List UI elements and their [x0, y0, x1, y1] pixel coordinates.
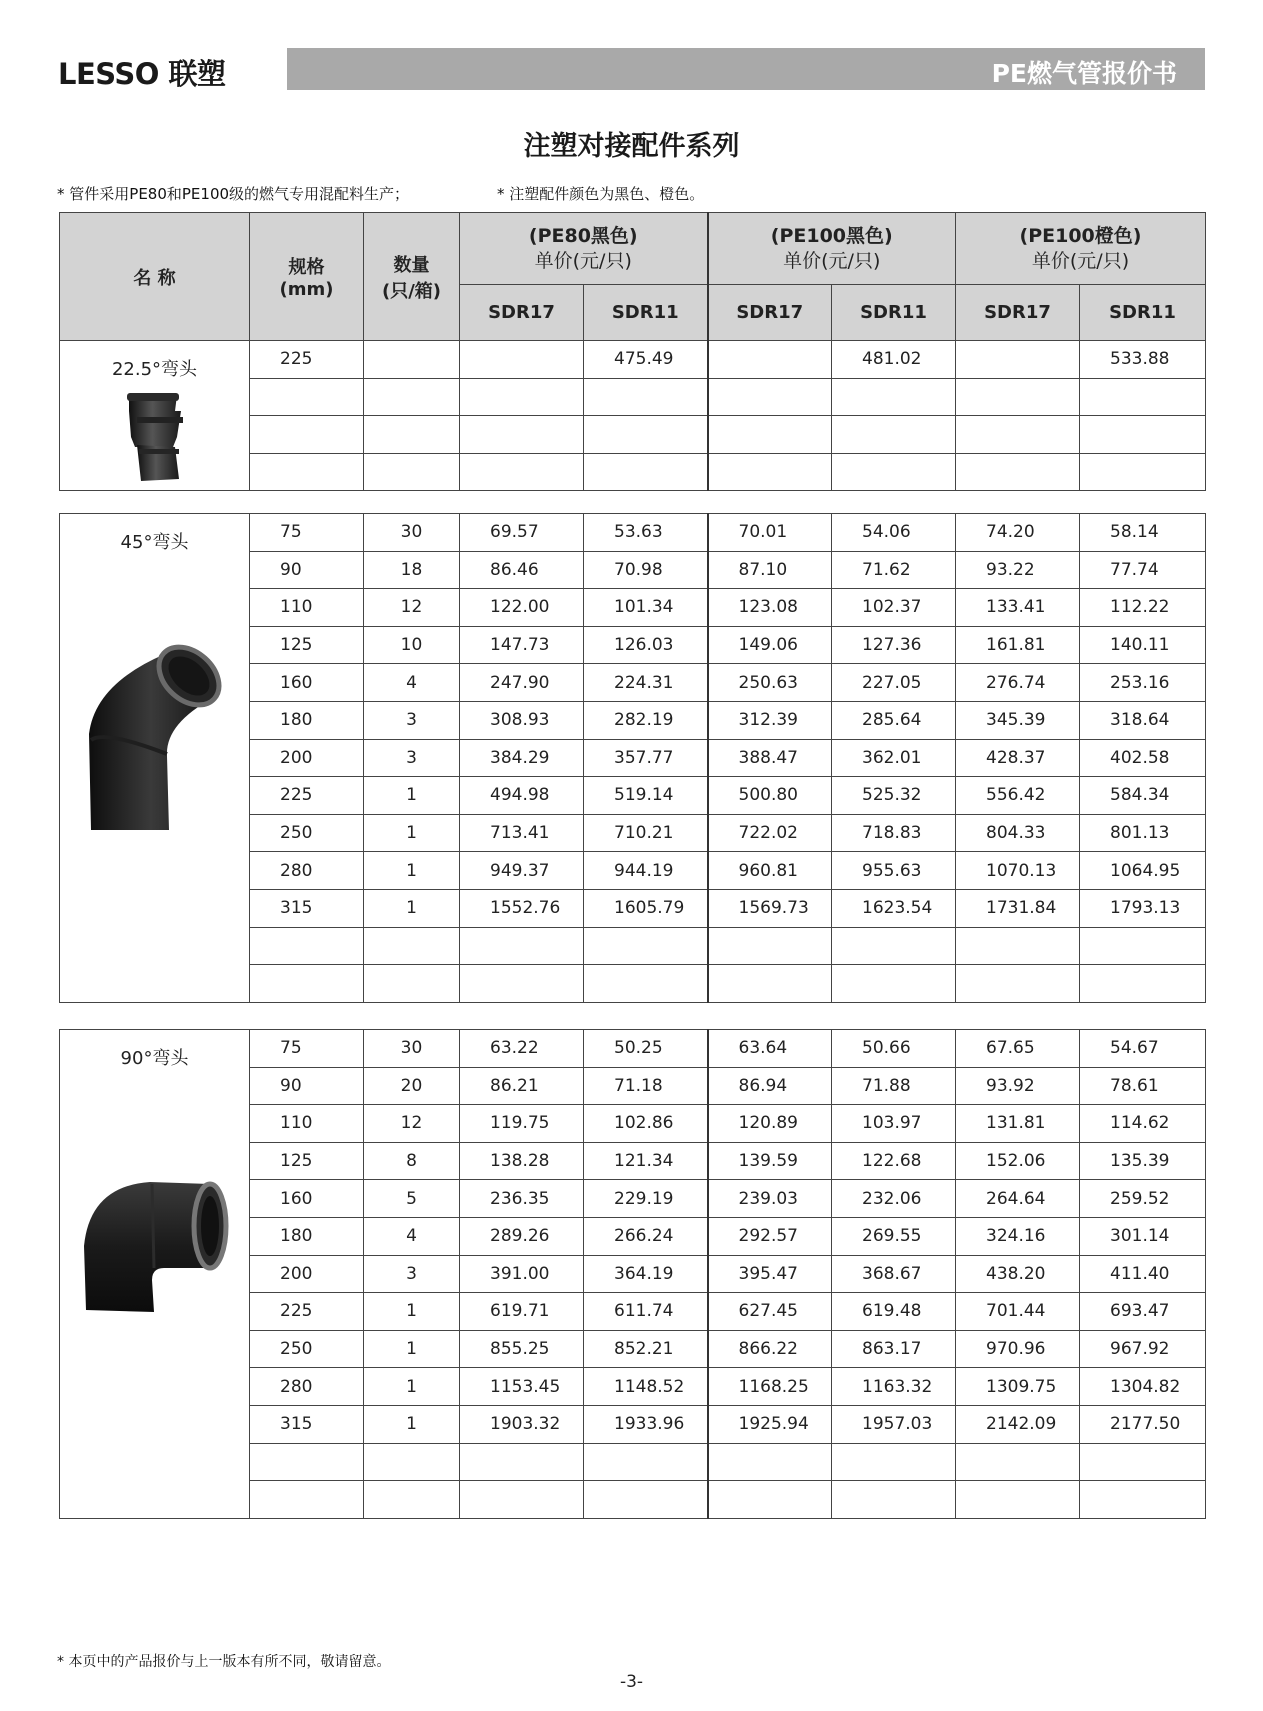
price-cell: [832, 965, 956, 1003]
price-cell: 345.39: [956, 701, 1080, 739]
qty-cell: 5: [364, 1180, 460, 1218]
price-cell: 855.25: [460, 1330, 584, 1368]
price-cell: 135.39: [1080, 1142, 1206, 1180]
price-cell: 866.22: [708, 1330, 832, 1368]
price-cell: 285.64: [832, 701, 956, 739]
price-cell: 78.61: [1080, 1067, 1206, 1105]
price-cell: 253.16: [1080, 664, 1206, 702]
header-group-pe80-black: [460, 213, 708, 285]
qty-cell: [364, 965, 460, 1003]
spec-cell: 160: [250, 664, 364, 702]
spec-cell: 315: [250, 1405, 364, 1443]
price-cell: [956, 1443, 1080, 1481]
price-cell: 54.06: [832, 514, 956, 552]
price-cell: [956, 416, 1080, 454]
price-cell: 140.11: [1080, 626, 1206, 664]
page-title: 注塑对接配件系列: [523, 131, 740, 162]
price-cell: [1080, 1481, 1206, 1519]
price-cell: [708, 1481, 832, 1519]
price-cell: 693.47: [1080, 1293, 1206, 1331]
price-cell: 103.97: [832, 1105, 956, 1143]
header-sdr: SDR17: [708, 285, 832, 341]
header-group-pe100-orange: [956, 213, 1206, 285]
elbow-45-photo: [85, 644, 225, 834]
price-cell: 266.24: [584, 1217, 708, 1255]
price-cell: 123.08: [708, 589, 832, 627]
header-group-unit: 单价(元/只): [783, 249, 881, 272]
spec-cell: 110: [250, 1105, 364, 1143]
price-cell: 269.55: [832, 1217, 956, 1255]
price-cell: 368.67: [832, 1255, 956, 1293]
header-spec-unit: (mm): [279, 279, 334, 300]
elbow-22-5-photo: [115, 387, 195, 485]
price-cell: 1623.54: [832, 889, 956, 927]
product-name-cell: [60, 341, 250, 491]
price-cell: [460, 453, 584, 491]
price-cell: 126.03: [584, 626, 708, 664]
price-cell: 395.47: [708, 1255, 832, 1293]
product-name-cell: [60, 514, 250, 1003]
qty-cell: 3: [364, 701, 460, 739]
price-cell: 63.22: [460, 1030, 584, 1068]
spec-cell: 315: [250, 889, 364, 927]
price-cell: 312.39: [708, 701, 832, 739]
spec-cell: [250, 1443, 364, 1481]
price-cell: 438.20: [956, 1255, 1080, 1293]
price-cell: [460, 927, 584, 965]
price-cell: 70.98: [584, 551, 708, 589]
price-cell: 1153.45: [460, 1368, 584, 1406]
price-cell: [956, 341, 1080, 379]
header-spec: [250, 213, 364, 341]
spec-cell: 125: [250, 1142, 364, 1180]
price-cell: 1605.79: [584, 889, 708, 927]
price-cell: 236.35: [460, 1180, 584, 1218]
price-cell: 362.01: [832, 739, 956, 777]
price-cell: 250.63: [708, 664, 832, 702]
qty-cell: 4: [364, 664, 460, 702]
qty-cell: 1: [364, 1293, 460, 1331]
spec-cell: 75: [250, 1030, 364, 1068]
spec-cell: 250: [250, 814, 364, 852]
header-sdr: SDR11: [584, 285, 708, 341]
price-cell: 122.00: [460, 589, 584, 627]
price-cell: 2142.09: [956, 1405, 1080, 1443]
price-cell: 119.75: [460, 1105, 584, 1143]
qty-cell: [364, 453, 460, 491]
spec-cell: 280: [250, 1368, 364, 1406]
price-cell: 1168.25: [708, 1368, 832, 1406]
price-cell: 1064.95: [1080, 852, 1206, 890]
page-number: -3-: [619, 1672, 644, 1692]
qty-cell: [364, 341, 460, 379]
price-cell: 1957.03: [832, 1405, 956, 1443]
price-cell: 63.64: [708, 1030, 832, 1068]
price-cell: [832, 927, 956, 965]
qty-cell: [364, 378, 460, 416]
table-row: [60, 514, 1206, 552]
price-cell: 138.28: [460, 1142, 584, 1180]
qty-cell: 1: [364, 1405, 460, 1443]
header-group-grade: (PE100橙色): [1019, 224, 1142, 247]
price-cell: [832, 1443, 956, 1481]
price-cell: 120.89: [708, 1105, 832, 1143]
price-cell: [1080, 378, 1206, 416]
price-cell: 970.96: [956, 1330, 1080, 1368]
qty-cell: 4: [364, 1217, 460, 1255]
qty-cell: [364, 416, 460, 454]
price-cell: [956, 1481, 1080, 1519]
price-cell: 1304.82: [1080, 1368, 1206, 1406]
price-cell: 1163.32: [832, 1368, 956, 1406]
price-cell: 50.25: [584, 1030, 708, 1068]
header-group-unit: 单价(元/只): [1031, 249, 1130, 272]
price-cell: 1070.13: [956, 852, 1080, 890]
header-sdr: SDR11: [1080, 285, 1206, 341]
price-cell: 131.81: [956, 1105, 1080, 1143]
price-cell: [584, 378, 708, 416]
price-cell: 960.81: [708, 852, 832, 890]
qty-cell: [364, 927, 460, 965]
price-cell: 428.37: [956, 739, 1080, 777]
price-cell: [1080, 927, 1206, 965]
product-name: 90°弯头: [120, 1048, 189, 1069]
price-cell: [832, 1481, 956, 1519]
price-cell: 1933.96: [584, 1405, 708, 1443]
price-cell: 701.44: [956, 1293, 1080, 1331]
price-cell: 584.34: [1080, 777, 1206, 815]
price-cell: [460, 416, 584, 454]
price-cell: 1552.76: [460, 889, 584, 927]
price-cell: 519.14: [584, 777, 708, 815]
price-cell: 224.31: [584, 664, 708, 702]
price-cell: [708, 965, 832, 1003]
qty-cell: 10: [364, 626, 460, 664]
price-cell: 71.18: [584, 1067, 708, 1105]
price-cell: [584, 965, 708, 1003]
qty-cell: 1: [364, 814, 460, 852]
header-qty-unit: (只/箱): [381, 280, 442, 302]
product-name: 22.5°弯头: [111, 359, 198, 380]
price-cell: 232.06: [832, 1180, 956, 1218]
price-cell: 292.57: [708, 1217, 832, 1255]
price-cell: 282.19: [584, 701, 708, 739]
price-cell: 1793.13: [1080, 889, 1206, 927]
table-row: [60, 341, 1206, 379]
spec-cell: 125: [250, 626, 364, 664]
price-cell: 50.66: [832, 1030, 956, 1068]
spec-cell: [250, 1481, 364, 1519]
price-cell: 411.40: [1080, 1255, 1206, 1293]
header-spec-label: 规格: [288, 257, 325, 278]
qty-cell: 1: [364, 889, 460, 927]
price-cell: 133.41: [956, 589, 1080, 627]
footnote: * 本页中的产品报价与上一版本有所不同，敬请留意。: [57, 1654, 391, 1670]
price-cell: 147.73: [460, 626, 584, 664]
price-cell: 402.58: [1080, 739, 1206, 777]
note-material: * 管件采用PE80和PE100级的燃气专用混配料生产；: [57, 185, 410, 203]
spec-cell: 225: [250, 341, 364, 379]
price-cell: [584, 416, 708, 454]
price-cell: 86.21: [460, 1067, 584, 1105]
price-cell: 86.46: [460, 551, 584, 589]
price-cell: 86.94: [708, 1067, 832, 1105]
lesso-logo: LESSO 联塑: [58, 57, 226, 91]
price-cell: [460, 965, 584, 1003]
price-cell: 71.62: [832, 551, 956, 589]
price-cell: [956, 927, 1080, 965]
spec-cell: [250, 378, 364, 416]
price-cell: 852.21: [584, 1330, 708, 1368]
price-cell: [1080, 1443, 1206, 1481]
header-name: 名 称: [60, 213, 250, 341]
spec-cell: 110: [250, 589, 364, 627]
price-cell: 54.67: [1080, 1030, 1206, 1068]
price-cell: 619.71: [460, 1293, 584, 1331]
header-group-pe100-black: [708, 213, 956, 285]
price-cell: 239.03: [708, 1180, 832, 1218]
price-cell: 475.49: [584, 341, 708, 379]
price-cell: 101.34: [584, 589, 708, 627]
price-table-45: [59, 513, 1206, 1003]
price-cell: 863.17: [832, 1330, 956, 1368]
price-cell: 500.80: [708, 777, 832, 815]
spec-cell: 90: [250, 551, 364, 589]
price-cell: [956, 453, 1080, 491]
price-cell: 391.00: [460, 1255, 584, 1293]
spec-cell: [250, 927, 364, 965]
price-cell: 388.47: [708, 739, 832, 777]
price-cell: 1569.73: [708, 889, 832, 927]
price-cell: 525.32: [832, 777, 956, 815]
price-cell: 152.06: [956, 1142, 1080, 1180]
qty-cell: [364, 1443, 460, 1481]
price-cell: 161.81: [956, 626, 1080, 664]
price-cell: 93.22: [956, 551, 1080, 589]
product-name: 45°弯头: [120, 532, 189, 553]
header-sdr: SDR17: [460, 285, 584, 341]
qty-cell: 30: [364, 514, 460, 552]
price-table-90: [59, 1029, 1206, 1519]
price-cell: 494.98: [460, 777, 584, 815]
price-cell: 627.45: [708, 1293, 832, 1331]
price-cell: 67.65: [956, 1030, 1080, 1068]
spec-cell: 160: [250, 1180, 364, 1218]
price-cell: 102.37: [832, 589, 956, 627]
spec-cell: 90: [250, 1067, 364, 1105]
qty-cell: 20: [364, 1067, 460, 1105]
qty-cell: 12: [364, 589, 460, 627]
table-row: [60, 1030, 1206, 1068]
price-cell: 69.57: [460, 514, 584, 552]
price-cell: 324.16: [956, 1217, 1080, 1255]
price-cell: 127.36: [832, 626, 956, 664]
price-cell: [1080, 453, 1206, 491]
note-color: * 注塑配件颜色为黑色、橙色。: [497, 185, 705, 203]
price-cell: 944.19: [584, 852, 708, 890]
spec-cell: 200: [250, 739, 364, 777]
document-title: PE燃气管报价书: [991, 59, 1177, 88]
qty-cell: 1: [364, 777, 460, 815]
spec-cell: 225: [250, 1293, 364, 1331]
product-name-cell: [60, 1030, 250, 1519]
price-cell: 364.19: [584, 1255, 708, 1293]
price-cell: [708, 341, 832, 379]
price-cell: [460, 1481, 584, 1519]
header-qty: [364, 213, 460, 341]
price-cell: 58.14: [1080, 514, 1206, 552]
spec-cell: [250, 416, 364, 454]
price-cell: [460, 378, 584, 416]
price-cell: 384.29: [460, 739, 584, 777]
header-sdr: SDR11: [832, 285, 956, 341]
qty-cell: 18: [364, 551, 460, 589]
price-cell: 1925.94: [708, 1405, 832, 1443]
price-cell: 949.37: [460, 852, 584, 890]
price-cell: 53.63: [584, 514, 708, 552]
elbow-90-photo: [80, 1176, 230, 1316]
price-cell: [708, 416, 832, 454]
price-cell: 801.13: [1080, 814, 1206, 852]
price-cell: [708, 378, 832, 416]
qty-cell: 3: [364, 739, 460, 777]
price-cell: 264.64: [956, 1180, 1080, 1218]
spec-cell: 200: [250, 1255, 364, 1293]
price-cell: [584, 1481, 708, 1519]
price-table-22-5: [59, 212, 1206, 491]
price-cell: [460, 341, 584, 379]
spec-cell: [250, 965, 364, 1003]
price-cell: 619.48: [832, 1293, 956, 1331]
price-cell: 114.62: [1080, 1105, 1206, 1143]
spec-cell: 250: [250, 1330, 364, 1368]
price-cell: 804.33: [956, 814, 1080, 852]
header-bar: [287, 48, 1205, 90]
price-cell: 718.83: [832, 814, 956, 852]
price-cell: 112.22: [1080, 589, 1206, 627]
header-group-grade: (PE80黑色): [528, 224, 638, 247]
price-cell: 481.02: [832, 341, 956, 379]
price-cell: 149.06: [708, 626, 832, 664]
spec-cell: 75: [250, 514, 364, 552]
price-cell: 713.41: [460, 814, 584, 852]
price-cell: 276.74: [956, 664, 1080, 702]
price-cell: [708, 1443, 832, 1481]
spec-cell: 225: [250, 777, 364, 815]
price-cell: 227.05: [832, 664, 956, 702]
price-cell: 301.14: [1080, 1217, 1206, 1255]
price-cell: 71.88: [832, 1067, 956, 1105]
price-cell: 556.42: [956, 777, 1080, 815]
price-cell: 229.19: [584, 1180, 708, 1218]
price-cell: 2177.50: [1080, 1405, 1206, 1443]
price-cell: [708, 453, 832, 491]
spec-cell: 180: [250, 1217, 364, 1255]
price-cell: 318.64: [1080, 701, 1206, 739]
price-cell: 967.92: [1080, 1330, 1206, 1368]
price-cell: 70.01: [708, 514, 832, 552]
price-cell: 122.68: [832, 1142, 956, 1180]
spec-cell: [250, 453, 364, 491]
spec-cell: 280: [250, 852, 364, 890]
price-cell: 259.52: [1080, 1180, 1206, 1218]
price-cell: [832, 416, 956, 454]
qty-cell: 8: [364, 1142, 460, 1180]
qty-cell: 1: [364, 852, 460, 890]
price-cell: 611.74: [584, 1293, 708, 1331]
price-cell: 87.10: [708, 551, 832, 589]
price-cell: 121.34: [584, 1142, 708, 1180]
price-cell: [832, 453, 956, 491]
price-cell: 533.88: [1080, 341, 1206, 379]
price-cell: 93.92: [956, 1067, 1080, 1105]
qty-cell: 3: [364, 1255, 460, 1293]
header-group-unit: 单价(元/只): [534, 249, 632, 272]
header-sdr: SDR17: [956, 285, 1080, 341]
price-cell: [460, 1443, 584, 1481]
price-cell: 77.74: [1080, 551, 1206, 589]
qty-cell: 12: [364, 1105, 460, 1143]
price-cell: 1309.75: [956, 1368, 1080, 1406]
price-cell: 289.26: [460, 1217, 584, 1255]
qty-cell: 1: [364, 1330, 460, 1368]
header-qty-label: 数量: [393, 254, 430, 276]
qty-cell: 1: [364, 1368, 460, 1406]
price-cell: 247.90: [460, 664, 584, 702]
price-cell: 710.21: [584, 814, 708, 852]
price-cell: [956, 378, 1080, 416]
price-cell: 102.86: [584, 1105, 708, 1143]
header-group-grade: (PE100黑色): [770, 224, 893, 247]
price-cell: [832, 378, 956, 416]
price-cell: [584, 1443, 708, 1481]
price-cell: [708, 927, 832, 965]
price-cell: 1731.84: [956, 889, 1080, 927]
price-cell: 1903.32: [460, 1405, 584, 1443]
price-cell: [584, 453, 708, 491]
price-cell: 722.02: [708, 814, 832, 852]
price-cell: [584, 927, 708, 965]
price-cell: 308.93: [460, 701, 584, 739]
qty-cell: [364, 1481, 460, 1519]
price-cell: 74.20: [956, 514, 1080, 552]
qty-cell: 30: [364, 1030, 460, 1068]
price-cell: 1148.52: [584, 1368, 708, 1406]
price-cell: 955.63: [832, 852, 956, 890]
spec-cell: 180: [250, 701, 364, 739]
price-cell: 139.59: [708, 1142, 832, 1180]
price-cell: [1080, 965, 1206, 1003]
price-cell: 357.77: [584, 739, 708, 777]
price-cell: [1080, 416, 1206, 454]
price-cell: [956, 965, 1080, 1003]
